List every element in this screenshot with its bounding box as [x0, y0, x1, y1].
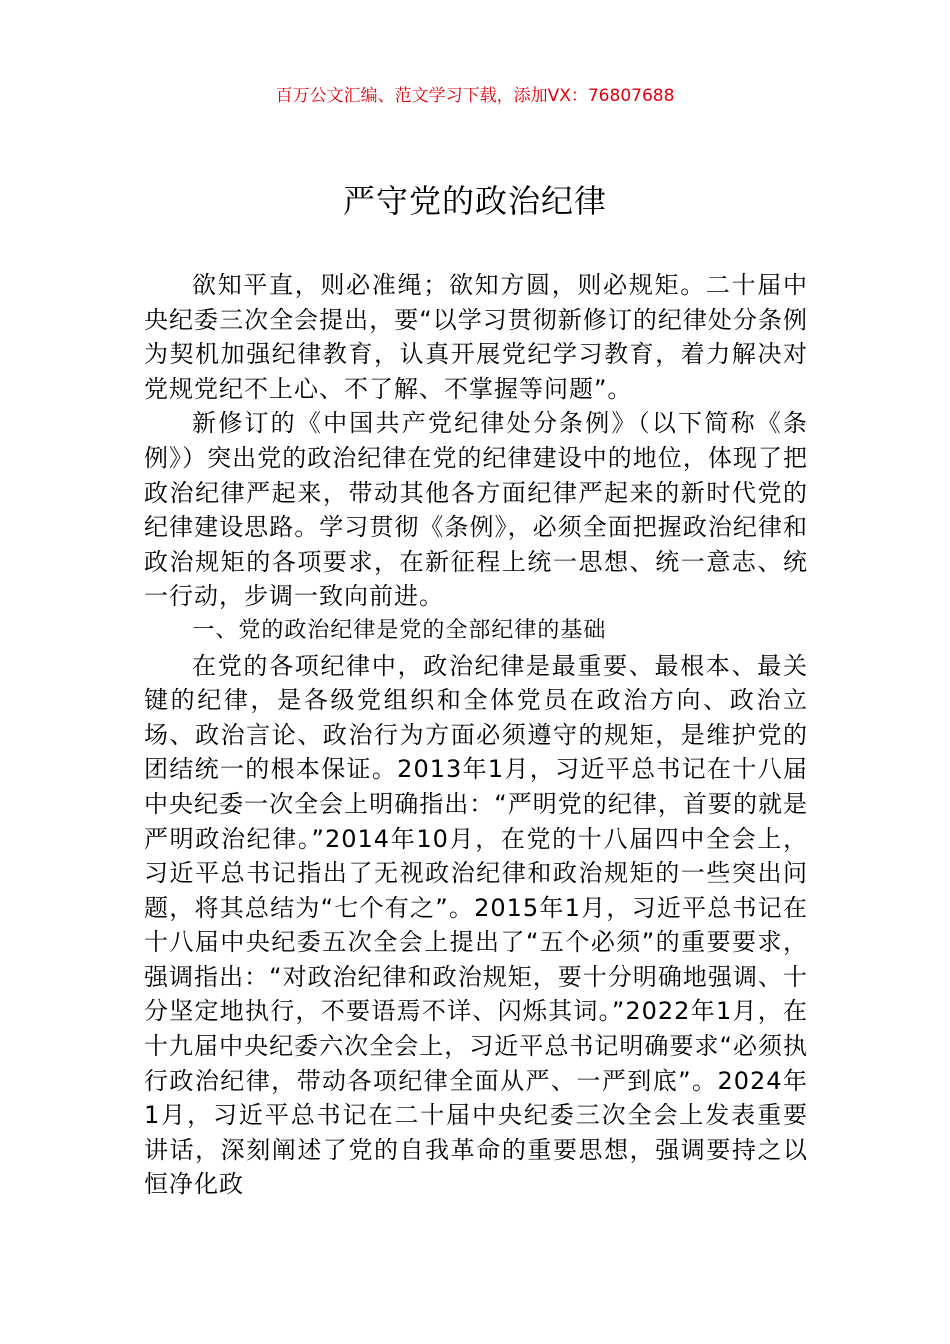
document-body — [144, 268, 808, 1202]
paragraph-political-discipline: 在党的各项纪律中，政治纪律是最重要、最根本、最关键的纪律，是各级党组织和全体党员在政治方向、政治立场、政治言论、政治行为方面必须遵守的规矩，是维护党的团结统一的根本保证。2013年1月，习近平总书记在十八届中央纪委一次全会上明确指出：“严明党的纪律，首要的就是严明政治纪律。”2014年10月，在党的十八届四中全会上，习近平总书记指出了无视政治纪律和政治规矩的一些突出问题，将其总结为“七个有之”。2015年1月，习近平总书记在十八届中央纪委五次全会上提出了“五个必须”的重要要求，强调指出：“对政治纪律和政治规矩，要十分明确地强调、十分坚定地执行，不要语焉不详、闪烁其词。”2022年1月，在十九届中央纪委六次全会上，习近平总书记明确要求“必须执行政治纪律，带动各项纪律全面从严、一严到底”。2024年1月，习近平总书记在二十届中央纪委三次全会上发表重要讲话，深刻阐述了党的自我革命的重要思想，强调要持之以恒净化政 — [144, 651, 808, 1199]
watermark-text: 百万公文汇编、范文学习下载，添加VX：76807688 — [275, 86, 675, 106]
section-heading: 一、党的政治纪律是党的全部纪律的基础 — [192, 617, 607, 643]
paragraph-regulation: 新修订的《中国共产党纪律处分条例》（以下简称《条例》）突出党的政治纪律在党的纪律建设中的地位，体现了把政治纪律严起来，带动其他各方面纪律严起来的新时代党的纪律建设思路。学习贯彻《条例》，必须全面把握政治纪律和政治规矩的各项要求，在新征程上统一思想、统一意志、统一行动，步调一致向前进。 — [144, 409, 808, 611]
document-title: 严守党的政治纪律 — [342, 182, 607, 220]
paragraph-intro: 欲知平直，则必准绳；欲知方圆，则必规矩。二十届中央纪委三次全会提出，要“以学习贯彻新修订的纪律处分条例为契机加强纪律教育，认真开展党纪学习教育，着力解决对党规党纪不上心、不了解、不掌握等问题”。 — [144, 271, 808, 403]
